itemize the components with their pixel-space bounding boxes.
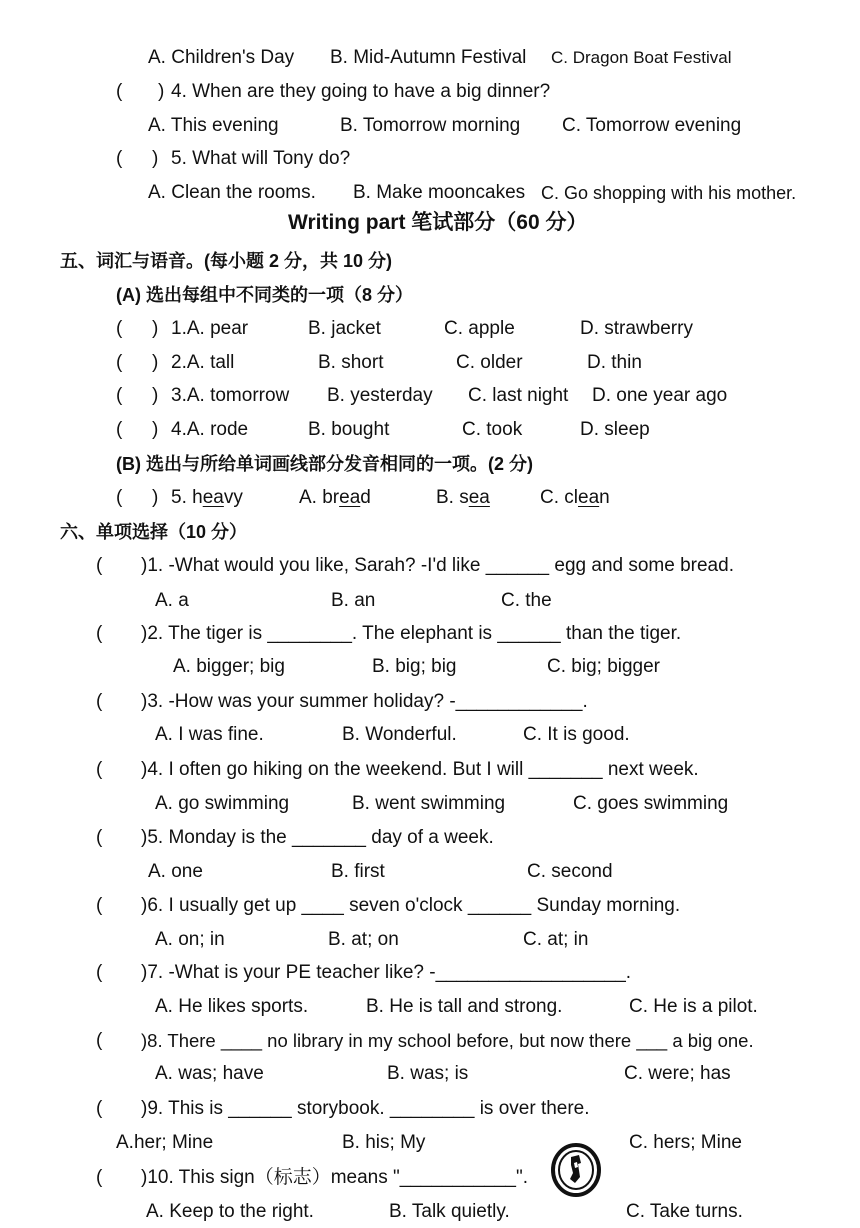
choice-option-c: C. It is good. — [523, 724, 630, 745]
answer-paren-open: ( — [96, 759, 103, 780]
hush-sign-icon — [551, 1143, 601, 1197]
word-part: B. s — [436, 487, 469, 508]
item-option-a: 2.A. tall — [171, 352, 235, 373]
choice-option-c: C. hers; Mine — [629, 1132, 742, 1153]
answer-paren-open: ( — [96, 691, 103, 712]
answer-paren-close: ) — [152, 352, 159, 373]
choice-option-a: A. I was fine. — [155, 724, 264, 745]
answer-paren-open: ( — [96, 1167, 103, 1188]
question-text: )9. This is ______ storybook. ________ is over there. — [141, 1098, 590, 1119]
choice-option-a: A. bigger; big — [173, 656, 285, 677]
q5-option-a: A. Clean the rooms. — [148, 182, 316, 203]
question-text: )5. Monday is the _______ day of a week. — [141, 827, 494, 848]
choice-option-c: C. Take turns. — [626, 1201, 743, 1222]
answer-paren-open: ( — [96, 623, 103, 644]
answer-paren-open: ( — [116, 487, 123, 508]
question-text: )8. There ____ no library in my school before, but now there ___ a big one. — [141, 1030, 754, 1051]
answer-paren-open: ( — [96, 827, 103, 848]
item-option-d: D. sleep — [580, 419, 650, 440]
answer-paren-close: ) — [152, 487, 159, 508]
phonics-option-b — [436, 486, 490, 510]
choice-option-a: A. one — [148, 861, 203, 882]
part-a-heading: (A) 选出每组中不同类的一项（8 分） — [116, 285, 413, 305]
choice-option-b: B. at; on — [328, 929, 399, 950]
choice-option-c: C. the — [501, 590, 552, 611]
choice-option-c: C. at; in — [523, 929, 589, 950]
item-option-d: D. strawberry — [580, 318, 693, 339]
item-option-a: 3.A. tomorrow — [171, 385, 290, 406]
choice-option-a: A. was; have — [155, 1063, 264, 1084]
word-part: n — [599, 487, 610, 508]
choice-option-c: C. goes swimming — [573, 793, 729, 814]
answer-paren-open: ( — [116, 318, 123, 339]
answer-paren-open: ( — [116, 385, 123, 406]
question-text: )7. -What is your PE teacher like? -__________________. — [141, 962, 632, 983]
part-b-heading: (B) 选出与所给单词画线部分发音相同的一项。(2 分) — [116, 454, 533, 474]
question-text: 4. When are they going to have a big dinner? — [171, 81, 551, 102]
answer-paren-close: ) — [158, 81, 165, 102]
choice-option-b: B. went swimming — [352, 793, 506, 814]
q4-option-c: C. Tomorrow evening — [562, 115, 742, 136]
section-heading: 六、单项选择（10 分） — [60, 522, 248, 542]
answer-paren-open: ( — [116, 81, 123, 102]
answer-paren-open: ( — [116, 419, 123, 440]
item-option-b: B. jacket — [308, 318, 381, 339]
choice-option-a: A. a — [155, 590, 189, 611]
question-text: )3. -How was your summer holiday? -____________. — [141, 691, 588, 712]
item-option-b: B. short — [318, 352, 384, 373]
section-heading: 五、词汇与语音。(每小题 2 分，共 10 分) — [60, 251, 393, 271]
question-text: )1. -What would you like, Sarah? -I'd like ______ egg and some bread. — [141, 555, 734, 576]
item-option-a: 1.A. pear — [171, 318, 249, 339]
q4-option-a: A. This evening — [148, 115, 279, 136]
q5-option-c: C. Go shopping with his mother. — [541, 183, 797, 203]
phonics-option-c — [540, 486, 610, 510]
answer-paren-open: ( — [96, 895, 103, 916]
answer-paren-open: ( — [96, 1098, 103, 1119]
item-option-d: D. thin — [587, 352, 642, 373]
choice-option-b: B. first — [331, 861, 385, 882]
answer-paren-open: ( — [116, 352, 123, 373]
answer-paren-close: ) — [152, 318, 159, 339]
word-part: d — [360, 487, 371, 508]
item-option-c: C. apple — [444, 318, 515, 339]
choice-option-b: B. his; My — [342, 1132, 426, 1153]
question-text: )4. I often go hiking on the weekend. But I will _______ next week. — [141, 759, 699, 780]
writing-part-title: Writing part 笔试部分（60 分） — [288, 211, 588, 234]
word-part: vy — [223, 487, 243, 508]
answer-paren-close: ) — [152, 385, 159, 406]
choice-option-b: B. big; big — [372, 656, 457, 677]
item-option-c: C. older — [456, 352, 523, 373]
answer-paren-close: ) — [152, 419, 159, 440]
word-part: 5. h — [171, 487, 203, 508]
choice-option-a: A. go swimming — [155, 793, 290, 814]
choice-option-a: A. Keep to the right. — [146, 1201, 314, 1222]
phonics-target-word — [171, 486, 243, 510]
choice-option-b: B. Wonderful. — [342, 724, 457, 745]
choice-option-c: C. He is a pilot. — [629, 996, 758, 1017]
q3-option-c: C. Dragon Boat Festival — [551, 48, 732, 67]
word-part: A. br — [299, 487, 340, 508]
item-option-c: C. last night — [468, 385, 569, 406]
q4-option-b: B. Tomorrow morning — [340, 115, 521, 136]
answer-paren-close: ) — [152, 148, 159, 169]
item-option-b: B. yesterday — [327, 385, 433, 406]
item-option-c: C. took — [462, 419, 523, 440]
underlined-letters: ea — [578, 487, 600, 508]
underlined-letters: ea — [202, 487, 224, 508]
underlined-letters: ea — [339, 487, 361, 508]
q3-option-a: A. Children's Day — [148, 47, 295, 68]
item-option-b: B. bought — [308, 419, 390, 440]
question-text: )6. I usually get up ____ seven o'clock ______ Sunday morning. — [141, 895, 681, 916]
choice-option-a: A.her; Mine — [116, 1132, 214, 1153]
underlined-letters: ea — [468, 487, 490, 508]
choice-option-a: A. on; in — [155, 929, 225, 950]
q5-option-b: B. Make mooncakes — [353, 182, 526, 203]
choice-option-c: C. big; bigger — [547, 656, 661, 677]
choice-option-b: B. He is tall and strong. — [366, 996, 563, 1017]
question-text: )10. This sign（标志）means "___________". — [141, 1167, 529, 1188]
choice-option-c: C. second — [527, 861, 613, 882]
word-part: C. cl — [540, 487, 578, 508]
sign-image — [551, 1143, 601, 1197]
choice-option-c: C. were; has — [624, 1063, 731, 1084]
choice-option-b: B. Talk quietly. — [389, 1201, 510, 1222]
answer-paren-open: ( — [96, 1030, 103, 1051]
choice-option-a: A. He likes sports. — [155, 996, 309, 1017]
q3-option-b: B. Mid-Autumn Festival — [330, 47, 527, 68]
phonics-option-a — [299, 486, 371, 510]
item-option-a: 4.A. rode — [171, 419, 249, 440]
answer-paren-open: ( — [96, 962, 103, 983]
item-option-d: D. one year ago — [592, 385, 728, 406]
choice-option-b: B. was; is — [387, 1063, 469, 1084]
answer-paren-open: ( — [116, 148, 123, 169]
choice-option-b: B. an — [331, 590, 376, 611]
question-text: )2. The tiger is ________. The elephant is ______ than the tiger. — [141, 623, 682, 644]
question-text: 5. What will Tony do? — [171, 148, 351, 169]
answer-paren-open: ( — [96, 555, 103, 576]
